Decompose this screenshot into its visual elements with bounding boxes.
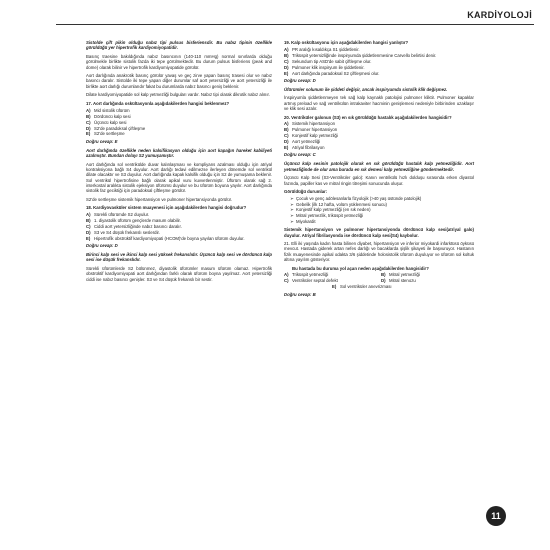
option-label: C) — [284, 58, 289, 64]
answer-option — [284, 145, 474, 150]
answer-option — [284, 127, 474, 132]
bullet-icon: ➢ — [290, 201, 294, 207]
option-label: D) — [86, 125, 91, 131]
answer-option — [86, 126, 272, 131]
option-label: E) — [86, 235, 91, 241]
bullet-icon: ➢ — [290, 207, 294, 213]
option-label: C) — [86, 224, 91, 229]
option-text: Ciddi aort yetersizliğinde nabız basıncı daralır. — [94, 224, 182, 229]
option-text: Üçüncü kalp sesi — [94, 119, 127, 125]
explanation-paragraph: Dilate kardiyomiyopatide sol kalp yetmezliği bulguları vardır. Nabız tipi olarak dikrotik nabız alınır. — [86, 92, 270, 98]
list-item-text: Konjestif kalp yetmezliği (en sık neden) — [296, 207, 371, 213]
options-grid — [284, 272, 474, 284]
bullet-list — [284, 196, 474, 224]
left-column — [86, 40, 272, 285]
option-text: Aort darlığında paradoksal S2 çiftleşmesi olur. — [292, 70, 380, 76]
explanation-paragraph: Üçüncü kalp sesinin patolojik olarak en sık görüldüğü hastalık kalp yetmezliğidir. Aort yetmezliğinde de olur ama burada en sık demesi kalp yetmezliğine göndermektedir. — [284, 161, 474, 172]
answer-option — [284, 272, 377, 277]
answer-option — [284, 65, 474, 70]
option-label: B) — [86, 218, 91, 224]
option-text: Aort yetmezliği — [292, 139, 321, 145]
option-label: B) — [284, 52, 289, 58]
right-column — [284, 40, 474, 301]
explanation-paragraph: Sistemik hipertansiyon ve pulmoner hipertansiyonda dördüncü kalp sesi(atriyal galo) duyulur. Atriyal fibrilasyonda ise dördüncü kalp sesi(S4) kaybolur. — [284, 227, 474, 238]
bullet-icon: ➢ — [290, 213, 294, 219]
list-item — [290, 196, 474, 201]
list-item-text: Gebelik (ilk 12 hafta, volüm yüklenmesi sonucu) — [296, 201, 387, 207]
option-text: S2'de paradoksal çiftleşme — [94, 125, 146, 131]
answer-option — [332, 284, 474, 289]
option-text: Triküspit yetersizliğinde inspiryumda şiddetlenmesine Carvello belirtisi denir. — [292, 52, 437, 58]
option-text: Triküspit yetmezliği — [292, 272, 329, 278]
answer-option — [86, 212, 272, 217]
answer-option — [86, 236, 272, 241]
option-label: D) — [86, 229, 91, 235]
answer-option — [284, 71, 474, 76]
option-text: Pulmoner klik inspiryum ile şiddetlenir. — [292, 64, 365, 70]
option-text: PR aralığı kısaldıkça S1 şiddetlenir. — [292, 46, 360, 52]
option-label: D) — [284, 64, 289, 70]
option-text: Sekundum tip ASD'de sabit çiftleşme olur. — [292, 58, 372, 64]
explanation-paragraph: Sistolde çift pikin olduğu nabız tipi pulsus bisferiensdir. Bu nabız tipinin özellikle görüldüğü yer hipertrofik kardiyomiyopatidir. — [86, 40, 272, 51]
option-text: Sürekli üfürümde S2 duyulur. — [94, 212, 150, 218]
option-text: S3 ve S4 düşük frekanslı seslerdir. — [94, 229, 160, 235]
answer-option — [284, 121, 474, 126]
question-21 — [284, 241, 474, 297]
answer-option — [284, 133, 474, 138]
question-stem: 17. Aort darlığında oskültasyonla aşağıdakilerden hangisi beklenmez? — [86, 100, 230, 106]
question-19 — [284, 40, 474, 83]
question-17 — [86, 101, 272, 144]
bullet-icon: ➢ — [290, 218, 294, 224]
option-text: Mid sistolik üfürüm — [94, 107, 130, 113]
option-label: E) — [86, 131, 91, 137]
option-text: Sistemik hipertansiyon — [292, 121, 335, 127]
explanation-paragraph: Basınç traesine bakıldığında nabız basıncının (140-110 mmHg) normal sınırlarda olduğu görülmekle birlikte sistolik fazda iki tepe görülmektedir. Bu durum pulsus bisferiens (peak and dome) olarak bilinir ve hipertrofik kardiyomiyopatide görülür. — [86, 53, 272, 70]
list-item — [290, 213, 474, 218]
list-item-text: Çocuk ve genç adölesanlarla fizyolojik (>40 yaş üstünde patolojik) — [296, 195, 422, 201]
option-label: E) — [284, 70, 289, 76]
option-label: D) — [284, 139, 289, 145]
answer-option — [86, 108, 272, 113]
correct-answer: Doğru cevap: D — [86, 243, 118, 249]
correct-answer: Doğru cevap: E — [86, 138, 118, 144]
list-item — [290, 207, 474, 212]
option-text: Hipertrofik obstrüktif kardiyomiyopati (HCOM)'de boyna yayılan üfürüm duyulur. — [94, 235, 245, 241]
question-stem: 21. Elli iki yaşında kadın hasta bilinen diyabet, hipertansiyon ve inferior miyokardi infarktüsü öyküsü mevcut. Hastada giderek artan nefes darlığı ve bacaklarda şişlik şikayeti ile başvuruyor. Hastanın fizik muayenesinde apikal odakta 3/6 şiddetinde holosistolik üfürüm duyuluyor ve üfürüm sol koltuk altına yayılım gösteriyor. — [284, 241, 474, 263]
option-label: D) — [381, 278, 386, 284]
answer-option — [284, 139, 474, 144]
option-text: Sol ventriküler anevrizması — [340, 284, 392, 290]
header-divider — [56, 24, 534, 25]
correct-answer: Doğru cevap: D — [284, 77, 316, 83]
question-stem: 20. Ventriküler galonun (S3) en sık görüldüğü hastalık aşağıdakilerden hangisidir? — [284, 114, 452, 120]
question-20 — [284, 115, 474, 158]
question-stem: 19. Kalp oskültasyonu için aşağıdakilerden hangisi yanlıştır? — [284, 40, 409, 45]
correct-answer: Doğru cevap: B — [284, 291, 316, 297]
option-label: A) — [284, 272, 289, 278]
option-label: C) — [284, 278, 289, 284]
option-label: A) — [86, 107, 91, 113]
option-label: A) — [284, 121, 289, 127]
subheading: Görüldüğü durumlar: — [284, 189, 328, 195]
explanation-paragraph: İnspiryumla şiddetlenmeyen tek sağ kalp kaynaklı patolojisi pulmoner kliktir. Pulmoner kapaklar artmış preload ve sağ ventrikülün intrakaviter hacminin genişlemesi nedeniyle birbirinden uzaklaşır ve klik sesi azalır. — [284, 95, 474, 111]
answer-option — [86, 131, 272, 136]
question-prompt: Bu hastada bu duruma yol açan neden aşağıdakilerden hangisidir? — [292, 265, 429, 271]
question-18 — [86, 205, 272, 248]
explanation-paragraph: S2'de sertleşme sistemik hipertansiyon ve pulmoner hipertansiyonda görülür. — [86, 196, 233, 202]
page-number: 11 — [486, 506, 506, 526]
option-text: Mitral yetmezliği — [389, 272, 420, 278]
option-text: Pulmoner hipertansiyon — [292, 127, 338, 133]
option-label: A) — [284, 46, 289, 52]
list-item — [290, 202, 474, 207]
explanation-paragraph: Üçüncü Kalp Sesi (S3-Ventriküler galo): Kanın ventrikülü hızlı dolduşu sırasında erken diyastol fazında, papiller kas ve mitral ringin titreşimi sonucunda oluşur. — [284, 175, 474, 186]
explanation-paragraph: Aort darlığında sol ventrikülde duvar kalınlaşması ve kompliyans azalması olduğu için atriyal kontraksiyona bağlı S4 duyulur. Aort darlığı tedavi edilmezse ilerleyen dönemde sol ventrikül dilate olacaktır ve S3 duyulur. Aort darlığında kapak kalsifik olduğu için S2 de yumuşama beklenir. Sol ventrikül hipertrofisine bağlı olarak apikal vuru kuvvetlenmiştir. Üfürüm olarak sağ 2. interkostal aralıkta sistolik ejeksiyon üfürümü duyulur ve bu üfürüm boyuna yayılır. Aort darlığında sistolik faz geciktiği için paradoksal çiftleşme görülür. — [86, 161, 272, 194]
option-text: 1. diyastolik üfürüm gençlerde masum olabilir. — [94, 218, 181, 224]
list-item-text: Miyokardit — [296, 218, 316, 224]
answer-option — [381, 278, 474, 283]
answer-option — [284, 53, 474, 58]
bullet-icon: ➢ — [290, 195, 294, 201]
option-label: B) — [284, 127, 289, 133]
option-text: Konjestif kalp yetmezliği — [292, 133, 338, 139]
option-text: Ventriküler septal defekt — [292, 278, 338, 284]
explanation-paragraph: Üfürümler solunum ile şiddeti değişir, ancak inspiryumda sistolik klik değişmez. — [284, 86, 448, 92]
explanation-paragraph: Aort darlığında anakrotik basınç görülür yavaş ve geç zirve yapan basınç trasesi olur ve nabız basıncı daralır. Sistolde iki tepe yapan diğer durumlar saf aort yetersizliği ve aort yetersizliği ile birlikte aort darlığı durumlarıdır fakat bu durumlarda nabız basıncı geniş beklenir. — [86, 73, 272, 89]
option-text: Dördüncü kalp sesi — [94, 113, 131, 119]
option-text: Atriyal fibrilasyon — [292, 145, 325, 151]
option-label: C) — [86, 119, 91, 125]
option-label: E) — [332, 284, 337, 290]
answer-option — [284, 278, 377, 283]
explanation-paragraph: Birinci kalp sesi ve ikinci kalp sesi yüksek frekanslıdır. Üçüncü kalp sesi ve dördüncü kalp sesi ise düşük frekanslıdır. — [86, 252, 272, 263]
answer-option — [86, 218, 272, 223]
option-label: E) — [284, 145, 289, 151]
list-item — [290, 219, 474, 224]
option-text: S2'de sertleşme — [94, 131, 125, 137]
answer-option — [86, 224, 272, 229]
answer-option — [86, 230, 272, 235]
answer-option — [381, 272, 474, 277]
option-label: C) — [284, 133, 289, 139]
explanation-paragraph: Sürekli üfürümlerde S2 bölünmez, diyastolik üfürümler masum üfürüm olamaz. Hipertrofik obstrüktif kardiyomiyopati aort darlığından farklı olarak üfürüm boyna yayılmaz. Aort yetersizliği ciddi ise nabız basıncı genişler. S3 ve S4 düşük frekanslı bir sestir. — [86, 265, 272, 282]
option-label: A) — [86, 212, 91, 218]
question-stem: 18. Kardiyovasküler sistem muayenesi için aşağıdakilerden hangisi doğrudur? — [86, 205, 247, 211]
answer-option — [284, 59, 474, 64]
option-text: Mitral stenozu — [389, 278, 416, 284]
answer-option — [86, 120, 272, 125]
answer-option — [284, 47, 474, 52]
correct-answer: Doğru cevap: C — [284, 152, 316, 158]
list-item-text: Mitral yetmezlik, triküspit yetmezliği — [296, 213, 364, 219]
option-label: B) — [86, 113, 91, 119]
section-title: KARDİYOLOJİ — [467, 10, 532, 20]
explanation-paragraph: Aort darlığında özellikle neden kalsifikasyon olduğu için aort kapağın hareket kabiliyeti azalmıştır. Bundan dolayı S2 yumuşamıştır. — [86, 147, 272, 158]
answer-option — [86, 114, 272, 119]
option-label: B) — [381, 272, 386, 278]
